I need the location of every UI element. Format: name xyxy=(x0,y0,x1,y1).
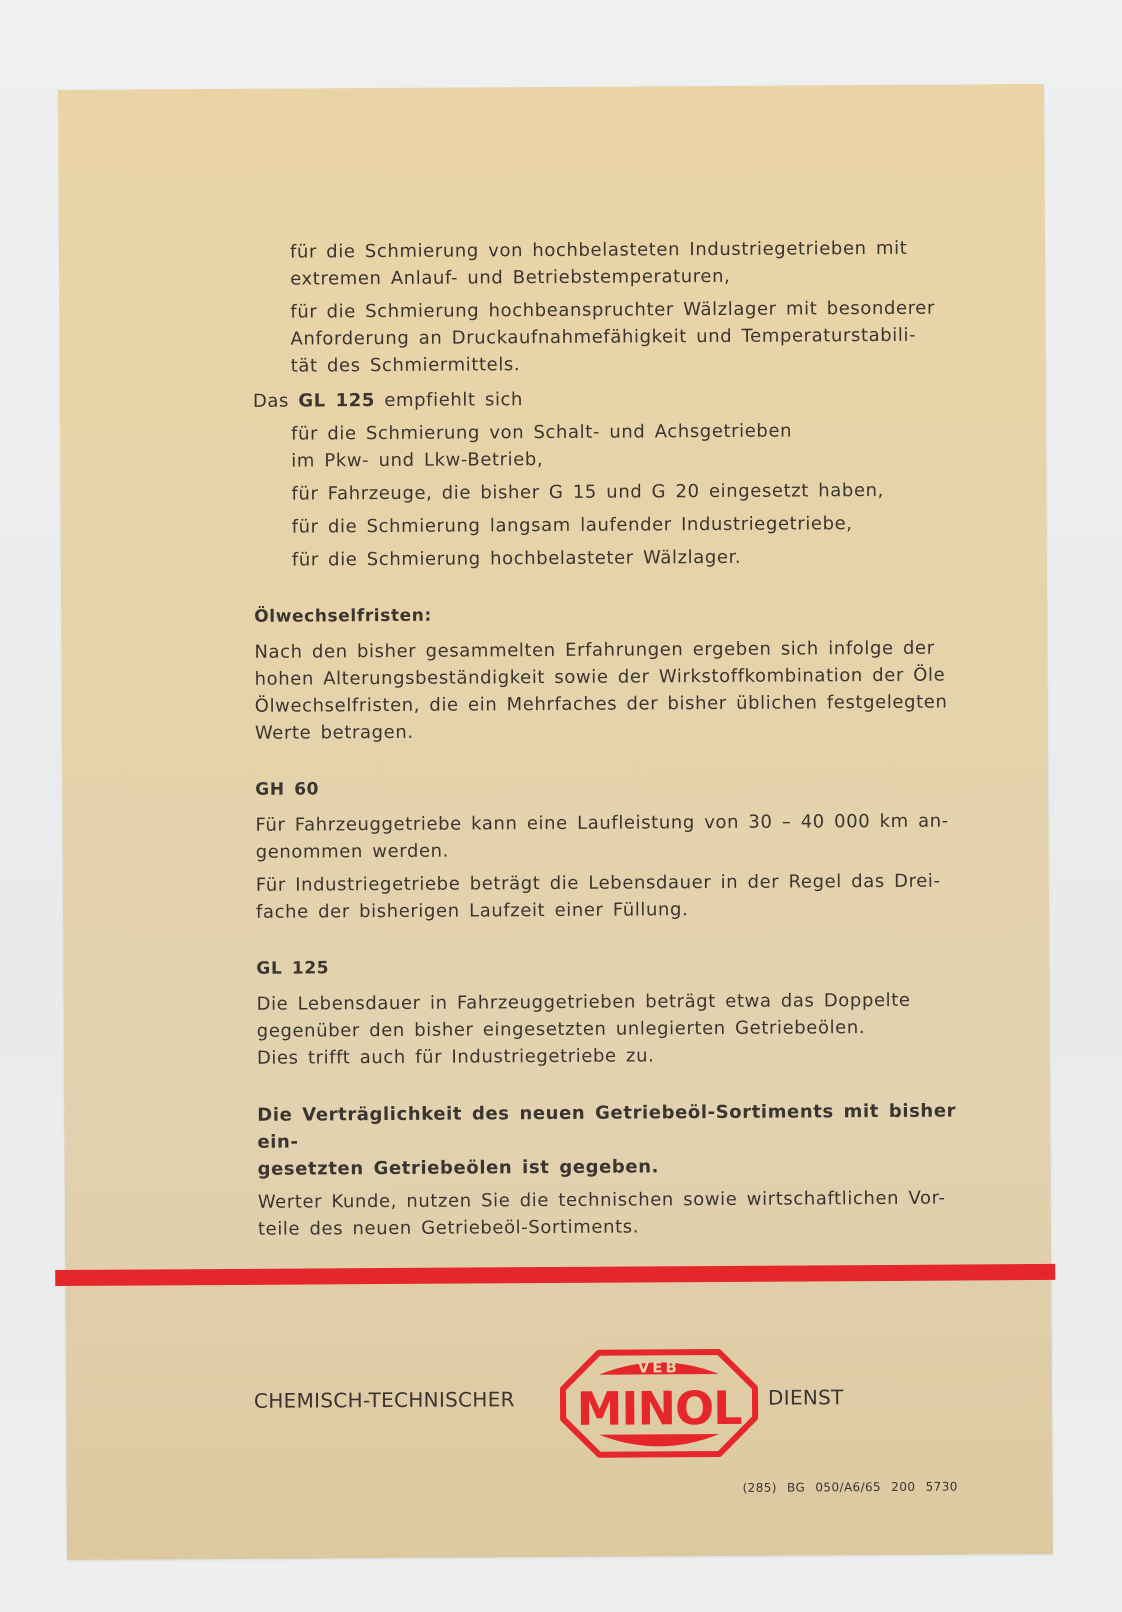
text-line: für die Schmierung von hochbelasteten Industriegetrieben mit xyxy=(289,237,908,263)
text-line: teile des neuen Getriebeöl-Sortiments. xyxy=(257,1216,640,1240)
document-body xyxy=(252,234,976,1248)
section-heading: GL 125 xyxy=(256,958,330,979)
gl125-use-item-4 xyxy=(292,542,972,573)
text-line: tät des Schmiermittels. xyxy=(290,354,521,377)
text-line: Dies trifft auch für Industriegetriebe zu. xyxy=(256,1045,655,1069)
text-line: für die Schmierung langsam laufender Industriegetriebe, xyxy=(291,513,853,538)
gl125-recommendation-intro xyxy=(253,383,971,414)
text-line: extremen Anlauf- und Betriebstemperaturen, xyxy=(290,265,731,290)
text-line: Nach den bisher gesammelten Erfahrungen ergeben sich infolge der xyxy=(254,637,935,663)
text-line: für die Schmierung hochbelasteter Wälzlager. xyxy=(291,546,742,571)
logo-top-text: VEB xyxy=(637,1358,681,1377)
logo-bottom-band xyxy=(599,1434,719,1447)
text-line: gesetzten Getriebeölen ist gegeben. xyxy=(257,1156,660,1180)
text-line: Ölwechselfristen, die ein Mehrfaches der bisher üblichen festgelegten xyxy=(254,691,948,717)
gl125-use-item-3 xyxy=(292,509,972,540)
intro-item-1 xyxy=(290,234,970,292)
text-line: Für Industriegetriebe beträgt die Lebensdauer in der Regel das Drei- xyxy=(255,870,941,896)
text-line: Die Verträglichkeit des neuen Getriebeöl-Sortiments mit bisher ein- xyxy=(257,1100,957,1153)
text-line: Werte betragen. xyxy=(254,721,414,744)
footer-left-text: CHEMISCH-TECHNISCHER xyxy=(253,1387,515,1413)
gh60-paragraph-2 xyxy=(256,867,974,925)
text-line: für die Schmierung hochbeanspruchter Wälzlager mit besonderer xyxy=(290,297,936,323)
text-line: Anforderung an Druckaufnahmefähigkeit und Temperaturstabili- xyxy=(290,324,917,350)
product-name: GL 125 xyxy=(298,390,376,412)
intro-item-2 xyxy=(290,294,970,379)
gl125-use-list xyxy=(253,416,972,573)
gl125-section xyxy=(256,951,975,1071)
intro-prefix: Das xyxy=(252,390,299,412)
text-line: fache der bisherigen Laufzeit einer Füllung. xyxy=(255,899,689,923)
text-line: Für Fahrzeuggetriebe kann eine Laufleistung von 30 – 40 000 km an- xyxy=(255,810,949,836)
footer xyxy=(254,1347,895,1461)
gl125-paragraph xyxy=(257,986,975,1071)
red-divider-band xyxy=(55,1264,1055,1286)
gh60-paragraph-1 xyxy=(255,807,973,865)
gh60-section xyxy=(255,772,974,925)
closing-paragraph xyxy=(258,1184,976,1242)
oil-change-paragraph xyxy=(254,634,973,746)
gl125-use-item-1 xyxy=(291,416,971,474)
minol-logo xyxy=(559,1348,760,1459)
text-line: genommen werden. xyxy=(255,840,450,863)
text-line: Werter Kunde, nutzen Sie die technischen sowie wirtschaftlichen Vor- xyxy=(257,1187,946,1213)
gl125-use-item-2 xyxy=(291,476,971,507)
document-page xyxy=(58,84,1053,1560)
text-line: für Fahrzeuge, die bisher G 15 und G 20 eingesetzt haben, xyxy=(291,479,884,505)
print-code: (285) BG 050/A6/65 200 5730 xyxy=(742,1479,958,1495)
intro-suffix: empfiehlt sich xyxy=(374,389,524,412)
text-line: gegenüber den bisher eingesetzten unlegierten Getriebeölen. xyxy=(256,1017,866,1042)
text-line: hohen Alterungsbeständigkeit sowie der Wirkstoffkombination der Öle xyxy=(254,664,946,690)
logo-main-text: MINOL xyxy=(576,1380,742,1436)
footer-right-text: DIENST xyxy=(767,1385,844,1410)
oil-change-section xyxy=(254,599,973,746)
compatibility-statement xyxy=(257,1097,975,1182)
section-heading: Ölwechselfristen: xyxy=(254,605,432,627)
text-line: für die Schmierung von Schalt- und Achsgetrieben xyxy=(291,420,793,445)
section-heading: GH 60 xyxy=(255,779,320,800)
text-line: im Pkw- und Lkw-Betrieb, xyxy=(291,449,544,472)
text-line: Die Lebensdauer in Fahrzeuggetrieben beträgt etwa das Doppelte xyxy=(256,989,911,1015)
intro-list xyxy=(252,234,971,379)
